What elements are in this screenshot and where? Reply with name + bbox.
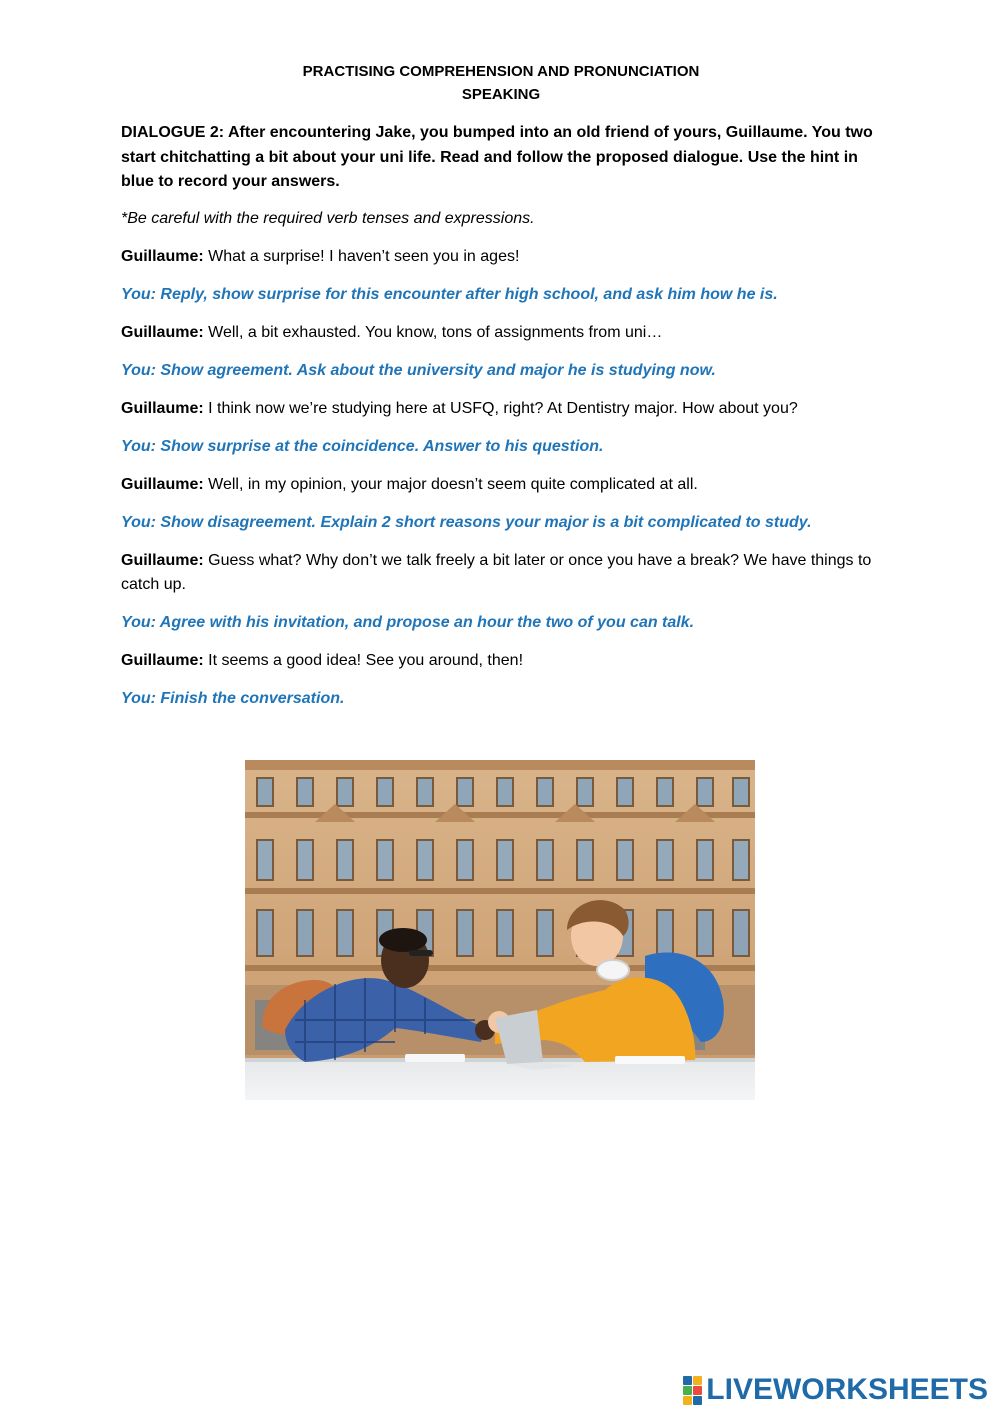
speaker-label: Guillaume: bbox=[121, 551, 204, 569]
worksheet-page bbox=[121, 60, 881, 711]
guillaume-line-6 bbox=[121, 649, 881, 673]
speaker-label: Guillaume: bbox=[121, 399, 204, 417]
students-photo bbox=[245, 760, 755, 1100]
hint-4: You: Show disagreement. Explain 2 short reasons your major is a bit complicated to study. bbox=[121, 513, 812, 531]
guillaume-line-1 bbox=[121, 245, 881, 269]
speaker-label: Guillaume: bbox=[121, 651, 204, 669]
line-text: I think now we’re studying here at USFQ, right? At Dentistry major. How about you? bbox=[203, 399, 798, 417]
liveworksheets-logo bbox=[683, 1372, 988, 1408]
line-text: What a surprise! I haven’t seen you in ages! bbox=[203, 247, 520, 265]
guillaume-line-4 bbox=[121, 473, 881, 497]
line-text: Guess what? Why don’t we talk freely a bit later or once you have a break? We have things to catch up. bbox=[121, 551, 872, 593]
guillaume-line-3 bbox=[121, 397, 881, 421]
verb-tense-note: *Be careful with the required verb tenses and expressions. bbox=[121, 209, 535, 227]
dialogue-instructions: DIALOGUE 2: After encountering Jake, you bumped into an old friend of yours, Guillaume. You two start chitchatting a bit about your uni life. Read and follow the proposed dialogue. Use the hint in blue to record your answers. bbox=[121, 124, 873, 190]
guillaume-line-5 bbox=[121, 549, 881, 597]
title-line-2: SPEAKING bbox=[461, 86, 541, 103]
hint-6: You: Finish the conversation. bbox=[121, 689, 345, 707]
guillaume-line-2 bbox=[121, 321, 881, 345]
speaker-label: Guillaume: bbox=[121, 247, 204, 265]
speaker-label: Guillaume: bbox=[121, 475, 204, 493]
hint-1: You: Reply, show surprise for this encounter after high school, and ask him how he is. bbox=[121, 285, 778, 303]
title-line-1: PRACTISING COMPREHENSION AND PRONUNCIATION bbox=[302, 63, 700, 80]
brand-mark-icon bbox=[683, 1376, 702, 1405]
speaker-label: Guillaume: bbox=[121, 323, 204, 341]
page-title bbox=[121, 60, 881, 106]
line-text: Well, a bit exhausted. You know, tons of assignments from uni… bbox=[203, 323, 663, 341]
hint-5: You: Agree with his invitation, and propose an hour the two of you can talk. bbox=[121, 613, 695, 631]
line-text: It seems a good idea! See you around, then! bbox=[203, 651, 524, 669]
brand-wordmark: LIVEWORKSHEETS bbox=[706, 1373, 988, 1406]
line-text: Well, in my opinion, your major doesn’t seem quite complicated at all. bbox=[203, 475, 698, 493]
hint-2: You: Show agreement. Ask about the university and major he is studying now. bbox=[121, 361, 716, 379]
hint-3: You: Show surprise at the coincidence. Answer to his question. bbox=[121, 437, 604, 455]
